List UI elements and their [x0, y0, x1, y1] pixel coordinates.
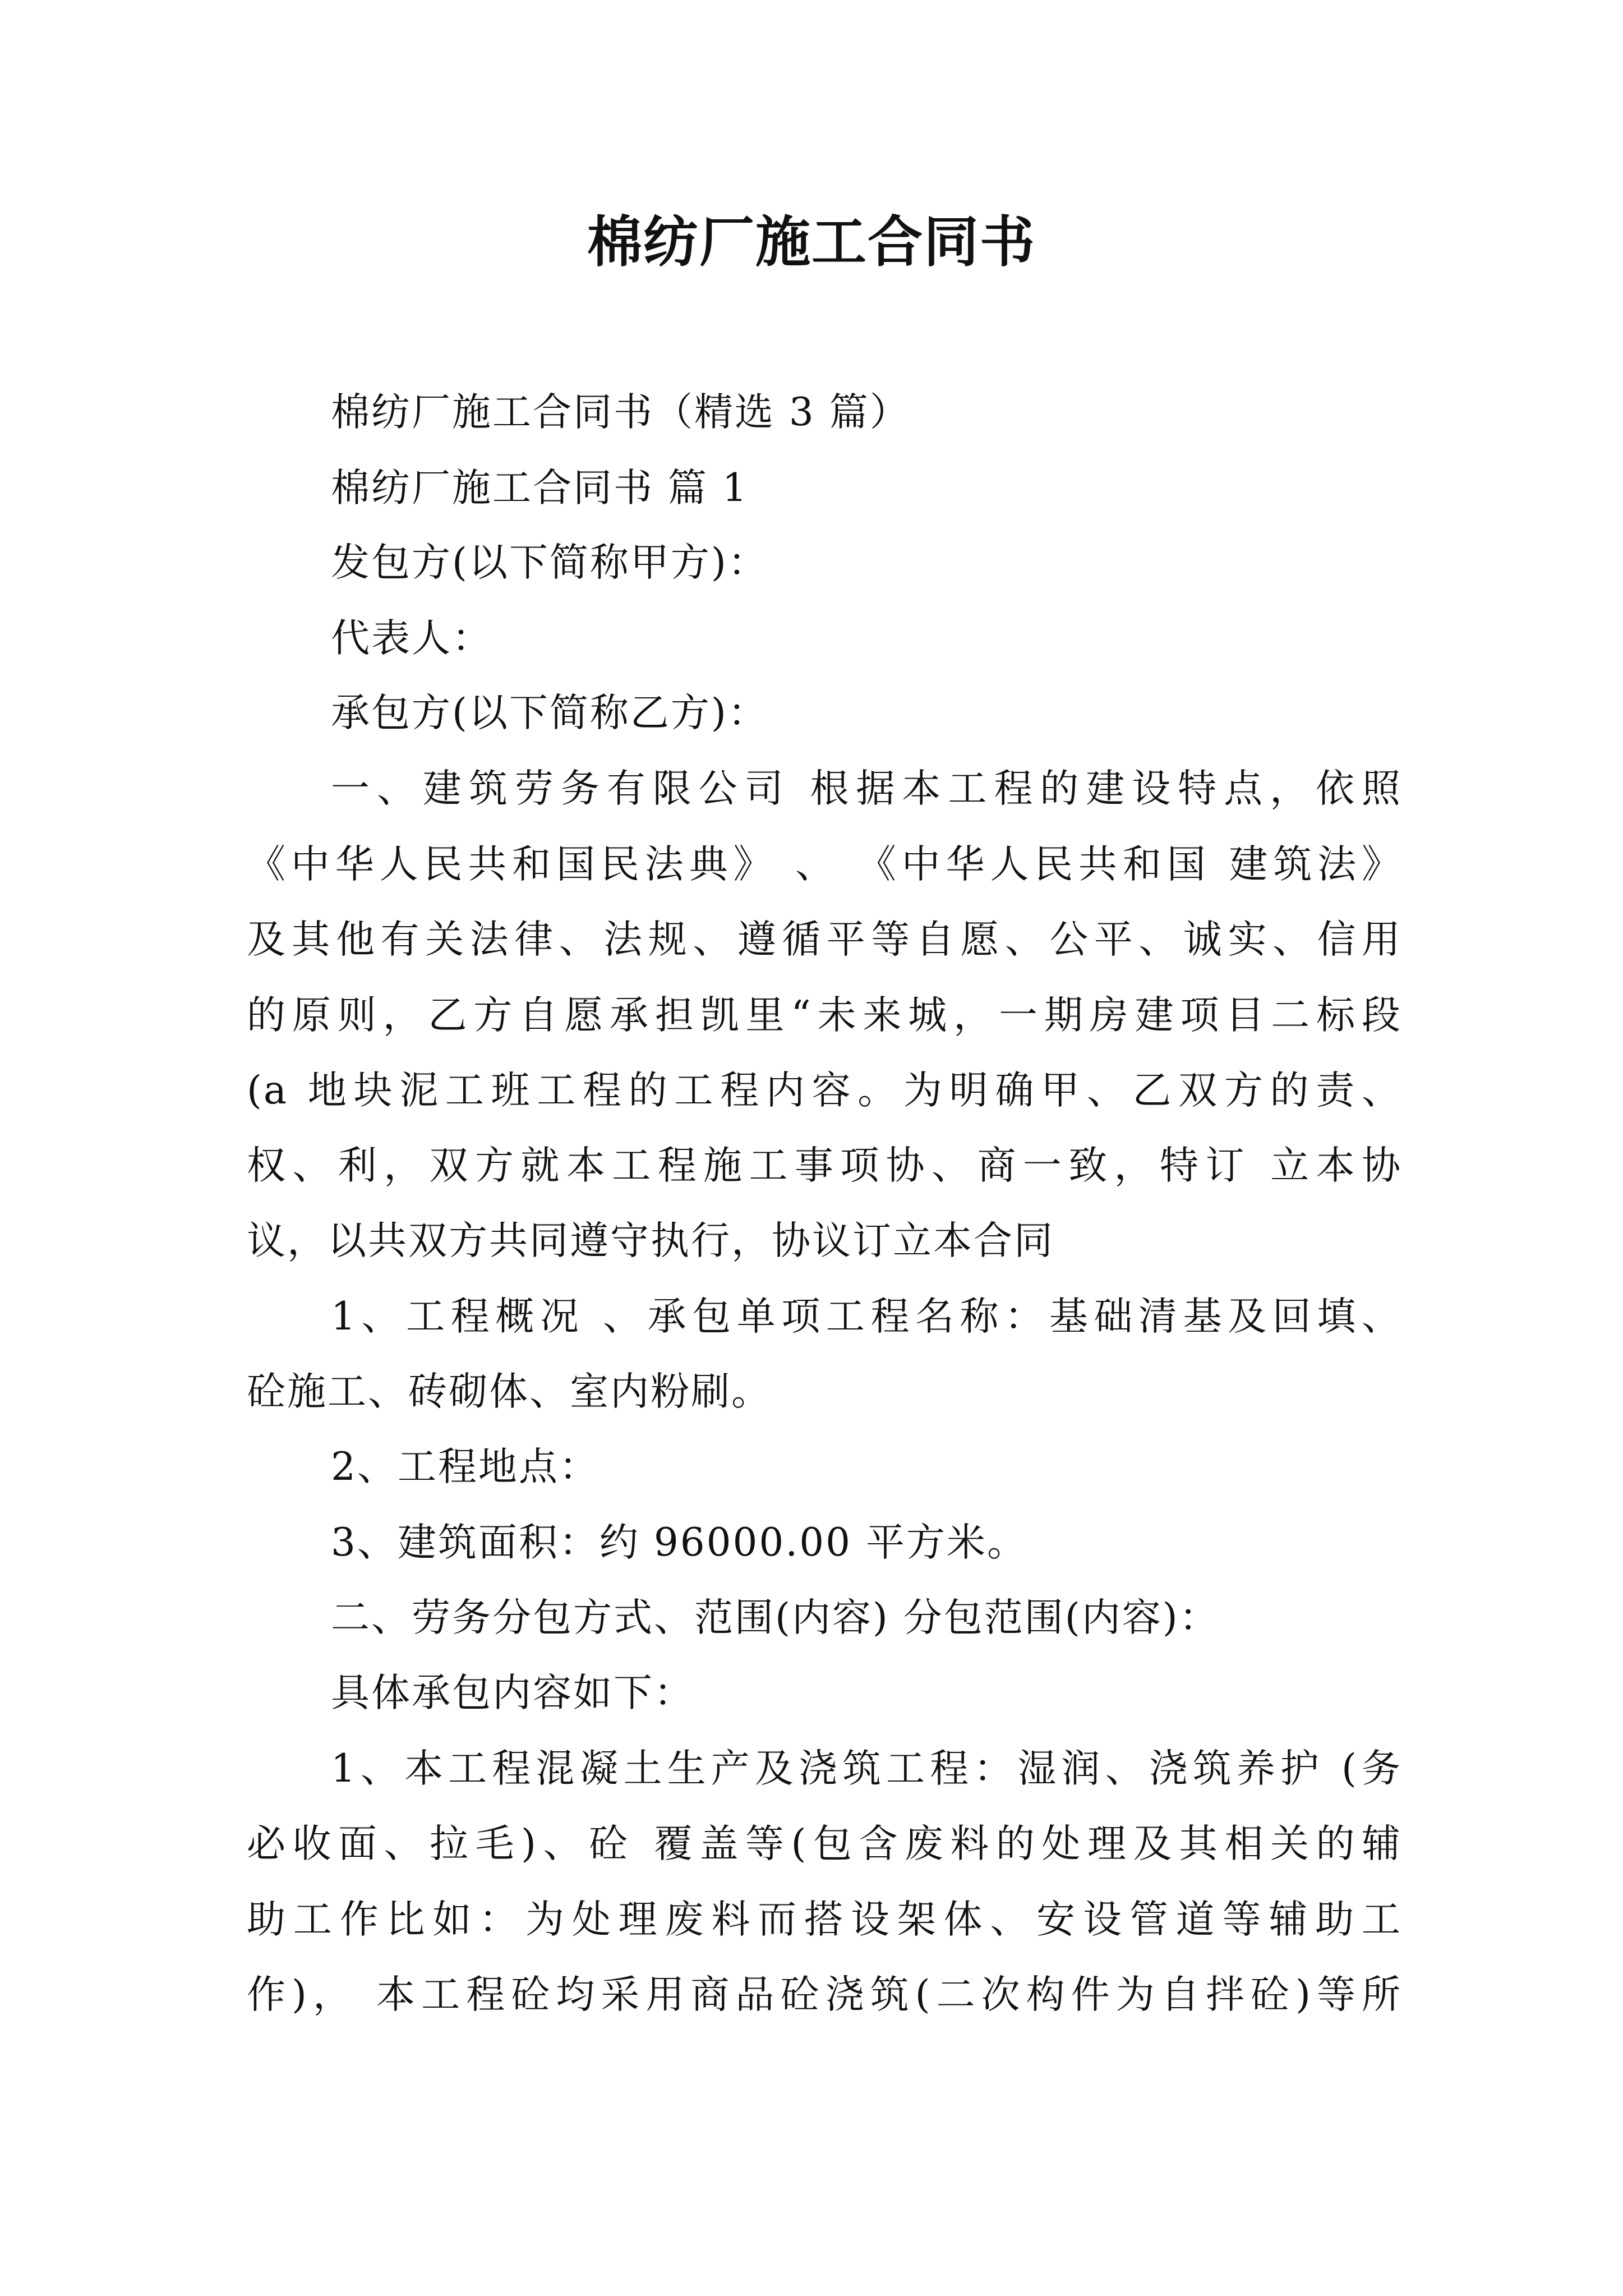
paragraph-line: 权、利，双方就本工程施工事项协、商一致，特订 立本协 [247, 1143, 1402, 1188]
paragraph-line: 助工作比如：为处理废料而搭设架体、安设管道等辅助工 [247, 1897, 1402, 1942]
paragraph-line: 1、本工程混凝土生产及浇筑工程：湿润、浇筑养护 (务 [331, 1746, 1402, 1791]
paragraph-line: 必收面、拉毛)、砼 覆盖等(包含废料的处理及其相关的辅 [247, 1821, 1402, 1866]
paragraph-line: 及其他有关法律、法规、遵循平等自愿、公平、诚实、信用 [247, 917, 1402, 962]
paragraph-line: 二、劳务分包方式、范围(内容) 分包范围(内容)： [331, 1595, 1220, 1640]
paragraph-line: 的原则，乙方自愿承担凯里“未来城，一期房建项目二标段 [247, 993, 1402, 1038]
paragraph-line: 砼施工、砖砌体、室内粉刷。 [247, 1369, 772, 1414]
paragraph-line: 一、建筑劳务有限公司 根据本工程的建设特点，依照 [331, 766, 1402, 811]
paragraph-line: 《中华人民共和国民法典》 、 《中华人民共和国 建筑法》 [247, 842, 1402, 887]
paragraph-line: 棉纺厂施工合同书（精选 3 篇） [331, 390, 910, 435]
paragraph-line: 发包方(以下简称甲方)： [331, 540, 768, 585]
paragraph-line: 议，以共双方共同遵守执行，协议订立本合同 [247, 1218, 1054, 1263]
paragraph-line: 2、工程地点： [331, 1444, 600, 1489]
paragraph-line: 承包方(以下简称乙方)： [331, 691, 768, 735]
paragraph-line: 棉纺厂施工合同书 篇 1 [331, 466, 749, 510]
paragraph-line: (a 地块泥工班工程的工程内容。为明确甲、乙双方的责、 [247, 1068, 1402, 1113]
paragraph-line: 1、工程概况 、承包单项工程名称：基础清基及回填、 [331, 1294, 1402, 1339]
paragraph-line: 代表人： [331, 616, 492, 661]
paragraph-line: 具体承包内容如下： [331, 1671, 694, 1715]
paragraph-line: 3、建筑面积：约 96000.00 平方米。 [331, 1520, 1027, 1565]
document-title: 棉纺厂施工合同书 [587, 210, 1036, 274]
paragraph-line: 作)， 本工程砼均采用商品砼浇筑(二次构件为自拌砼)等所 [247, 1972, 1402, 2017]
